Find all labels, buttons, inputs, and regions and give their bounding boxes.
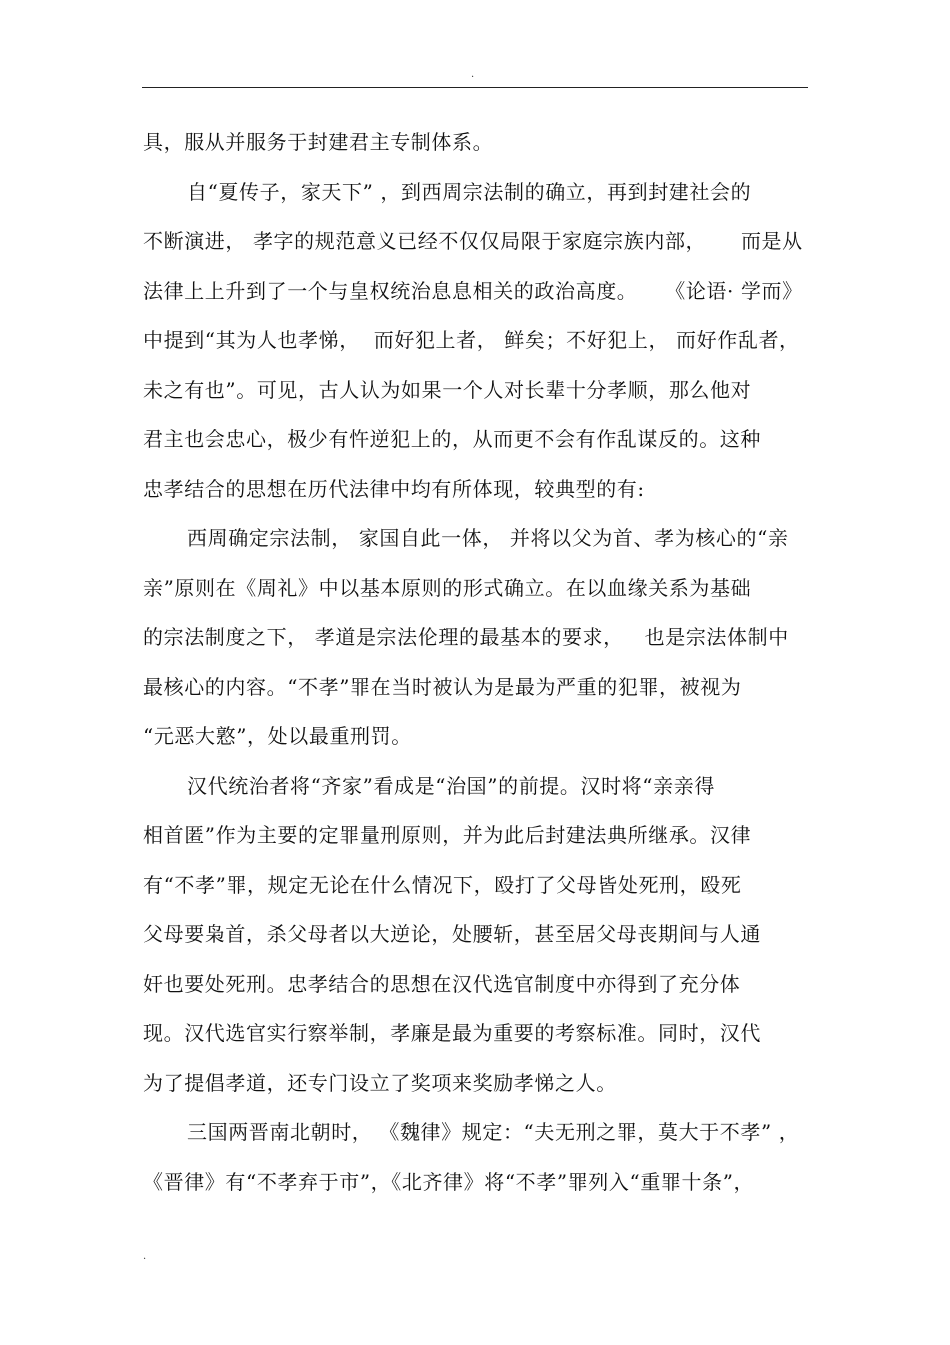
text-line: 自“夏传子，家天下” ，到西周宗法制的确立，再到封建社会的 (187, 179, 752, 204)
text-line: 父母要枭首，杀父母者以大逆论，处腰斩，甚至居父母丧期间与人通 (143, 922, 761, 946)
footer-mark: . (143, 1251, 147, 1262)
text-line: “元恶大憝”，处以最重刑罚。 (143, 724, 412, 748)
text-line: 有“不孝”罪，规定无论在什么情况下，殴打了父母皆处死刑，殴死 (143, 872, 742, 897)
text-line: 的宗法制度之下， 孝道是宗法伦理的最基本的要求， 也是宗法体制中 (143, 625, 789, 649)
text-line: 现。汉代选官实行察举制，孝廉是最为重要的考察标准。同时，汉代 (143, 1021, 761, 1045)
text-line: 西周确定宗法制， 家国自此一体， 并将以父为首、孝为核心的“亲 (187, 526, 789, 550)
text-line: 为了提倡孝道，还专门设立了奖项来奖励孝悌之人。 (143, 1070, 617, 1095)
text-line: 汉代统治者将“齐家”看成是“治国”的前提。汉时将“亲亲得 (187, 773, 715, 798)
header-mark: . (471, 69, 475, 80)
text-line: 亲”原则在《周礼》中以基本原则的形式确立。在以血缘关系为基础 (143, 575, 752, 600)
text-line: 法律上上升到了一个与皇权统治息息相关的政治高度。 《论语· 学而》 (143, 278, 803, 303)
text-line: 忠孝结合的思想在历代法律中均有所体现，较典型的有: (143, 476, 645, 501)
text-line: 《晋律》有“不孝弃于市”，《北齐律》将“不孝”罪列入“重罪十条”， (143, 1169, 755, 1194)
text-line: 三国两晋南北朝时， 《魏律》规定：“夫无刑之罪，莫大于不孝” ， (187, 1120, 800, 1144)
header-rule (142, 87, 808, 88)
text-line: 最核心的内容。“不孝”罪在当时被认为是最为严重的犯罪，被视为 (143, 674, 742, 699)
body-text (143, 118, 813, 1207)
text-line: 君主也会忠心，极少有忤逆犯上的，从而更不会有作乱谋反的。这种 (143, 427, 761, 451)
text-line: 中提到“其为人也孝悌， 而好犯上者， 鲜矣；不好犯上， 而好作乱者， (143, 328, 800, 352)
text-line: 未之有也”。可见，古人认为如果一个人对长辈十分孝顺，那么他对 (143, 377, 752, 402)
text-line: 奸也要处死刑。忠孝结合的思想在汉代选官制度中亦得到了充分体 (143, 971, 741, 996)
text-line: 不断演进， 孝字的规范意义已经不仅仅局限于家庭宗族内部， 而是从 (143, 229, 803, 253)
text-line: 相首匿”作为主要的定罪量刑原则，并为此后封建法典所继承。汉律 (143, 823, 752, 847)
text-line: 具，服从并服务于封建君主专制体系。 (143, 130, 494, 154)
